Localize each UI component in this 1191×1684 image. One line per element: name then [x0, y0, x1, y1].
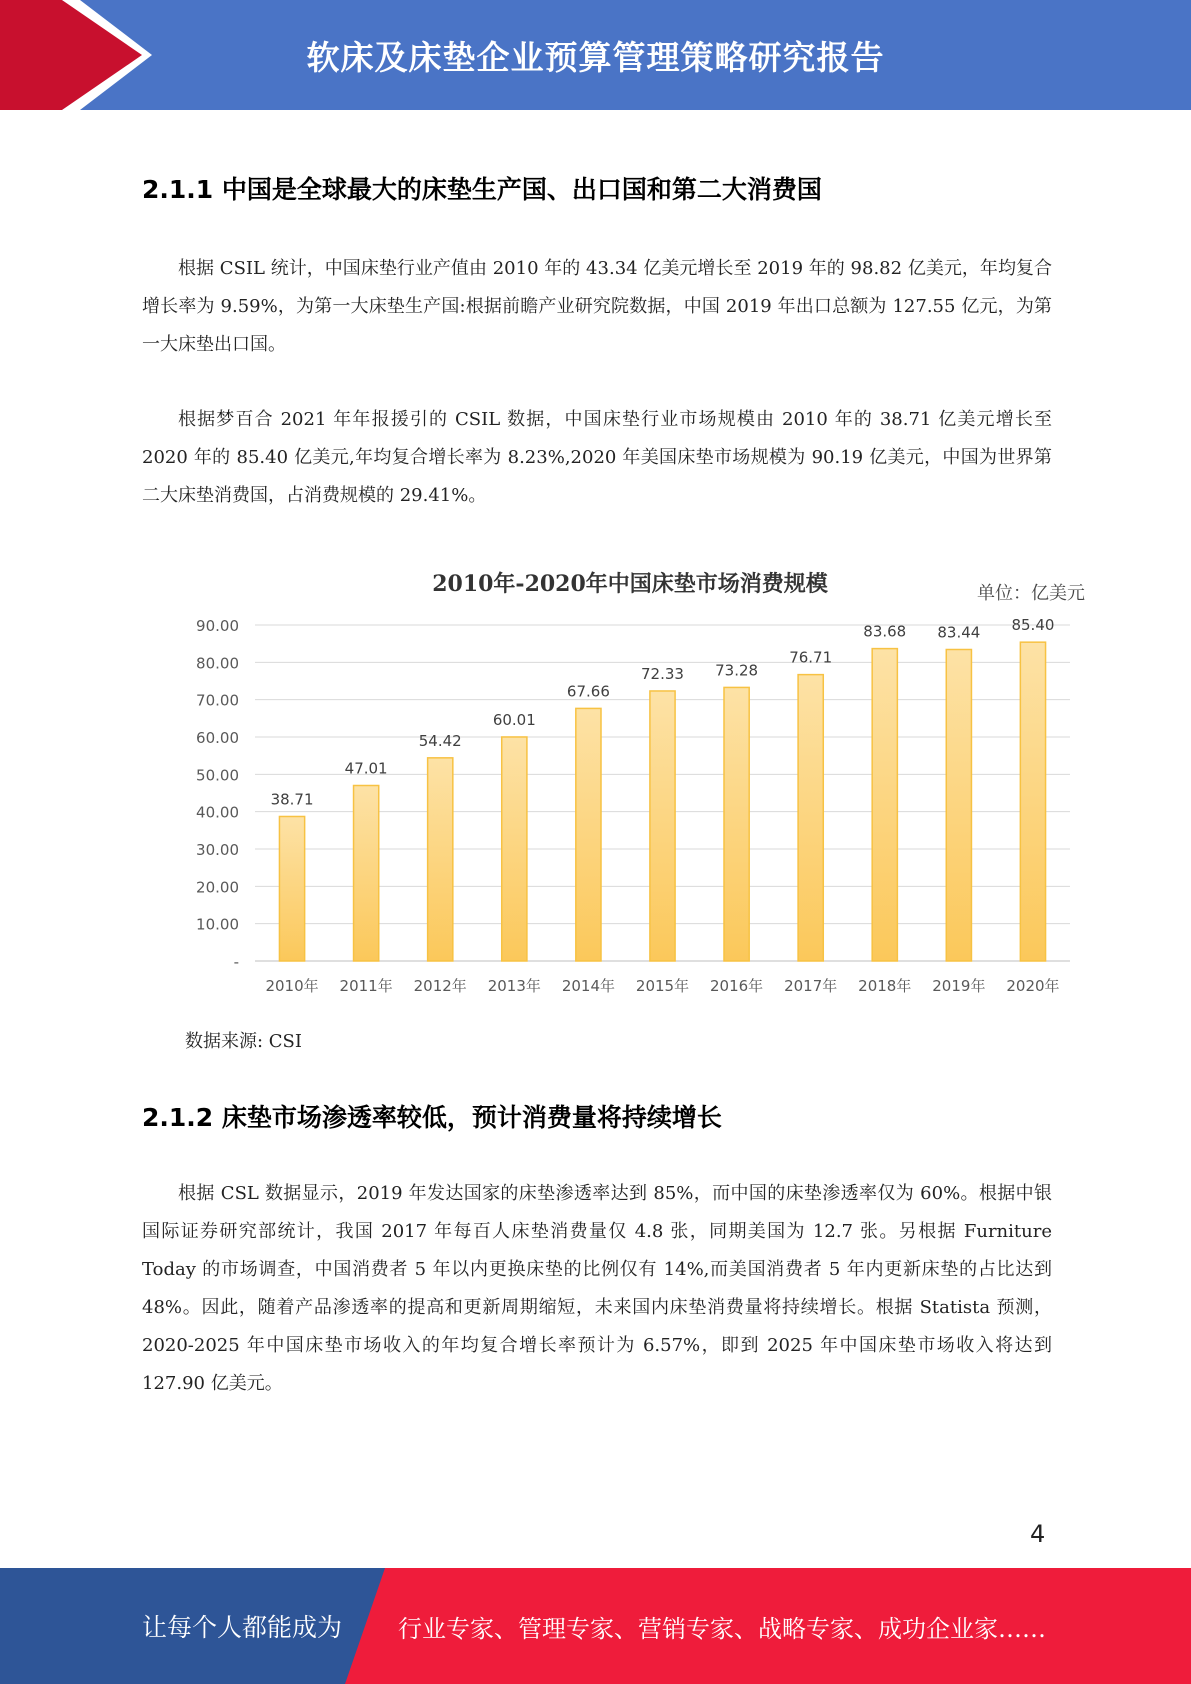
footer-slogan-right: 行业专家、管理专家、营销专家、战略专家、成功企业家…… — [398, 1614, 1046, 1643]
header-arrow-icon — [0, 0, 160, 110]
bar-value-label: 85.40 — [1011, 616, 1055, 635]
y-tick-label: 30.00 — [196, 841, 239, 859]
x-tick-label: 2012年 — [413, 977, 467, 995]
x-tick-label: 2016年 — [709, 977, 764, 995]
x-tick-label: 2014年 — [561, 977, 616, 995]
x-tick-label: 2017年 — [784, 977, 838, 995]
y-tick-label: 10.00 — [196, 915, 239, 934]
bar-value-label: 60.01 — [492, 710, 536, 729]
footer-slogan-left: 让每个人都能成为 — [142, 1613, 343, 1642]
y-tick-label: - — [233, 953, 239, 971]
x-tick-label: 2015年 — [635, 977, 690, 995]
bar-value-label: 47.01 — [344, 759, 388, 778]
bar — [798, 675, 823, 961]
paragraph-2: 根据梦百合 2021 年年报援引的 CSIL 数据，中国床垫行业市场规模由 2010 年的 38.71 亿美元增长至 2020 年的 85.40 亿美元,年均复合增长率为 8.23%,2020 年美国床垫市场规模为 90.19 亿美元，中国为世界第二大床垫消费国，占消费规模的 29.41%。 — [142, 409, 1052, 506]
bar — [428, 758, 453, 961]
bar — [872, 649, 897, 961]
bar — [1020, 642, 1045, 961]
bar-value-label: 73.28 — [715, 661, 759, 680]
bar-value-label: 72.33 — [641, 664, 684, 683]
bar — [502, 737, 527, 961]
bar — [354, 785, 379, 961]
section-heading-2-1-2: 2.1.2 床垫市场渗透率较低，预计消费量将持续增长 — [142, 1103, 722, 1132]
x-tick-label: 2010年 — [265, 977, 319, 995]
y-tick-label: 90.00 — [196, 617, 239, 635]
bar — [650, 691, 675, 961]
bar-value-label: 54.42 — [418, 731, 462, 750]
page-number: 4 — [1030, 1520, 1046, 1548]
x-tick-label: 2020年 — [1006, 977, 1060, 995]
bar-chart — [175, 555, 1085, 1010]
paragraph-1: 根据 CSIL 统计，中国床垫行业产值由 2010 年的 43.34 亿美元增长至 2019 年的 98.82 亿美元，年均复合增长率为 9.59%，为第一大床垫生产国:根据前瞻产业研究院数据，中国 2019 年出口总额为 127.55 亿元，为第一大床垫出口国。 — [142, 258, 1052, 355]
y-tick-label: 40.00 — [196, 803, 239, 822]
section-heading-2-1-1: 2.1.1 中国是全球最大的床垫生产国、出口国和第二大消费国 — [142, 175, 822, 204]
y-tick-label: 70.00 — [196, 691, 239, 710]
y-tick-label: 60.00 — [196, 729, 239, 747]
paragraph-3: 根据 CSL 数据显示，2019 年发达国家的床垫渗透率达到 85%，而中国的床垫渗透率仅为 60%。根据中银国际证券研究部统计，我国 2017 年每百人床垫消费量仅 4.8 张，同期美国为 12.7 张。另根据 Furniture Today 的市场调查，中国消费者 5 年以内更换床垫的比例仅有 14%,而美国消费者 5 年内更新床垫的占比达到 48%。因此，随着产品渗透率的提高和更新周期缩短，未来国内床垫消费量将持续增长。根据 Statista 预测，2020-2025 年中国床垫市场收入的年均复合增长率预计为 6.57%，即到 2025 年中国床垫市场收入将达到 127.90 亿美元。 — [142, 1183, 1052, 1394]
page-footer — [0, 1568, 1191, 1684]
bar-value-label: 76.71 — [789, 648, 833, 667]
bar-value-label: 83.68 — [863, 622, 907, 641]
page-header — [0, 0, 1191, 110]
chart-canvas — [175, 555, 1085, 1010]
x-tick-label: 2011年 — [339, 977, 393, 995]
bar-value-label: 67.66 — [566, 682, 610, 701]
bar — [279, 816, 304, 961]
header-title: 软床及床垫企业预算管理策略研究报告 — [306, 37, 885, 77]
bar-value-label: 83.44 — [937, 623, 981, 642]
bar — [724, 687, 749, 961]
y-tick-label: 50.00 — [196, 766, 239, 785]
x-tick-label: 2013年 — [487, 977, 541, 995]
y-tick-label: 80.00 — [196, 654, 239, 673]
y-tick-label: 20.00 — [196, 878, 239, 897]
bar-value-label: 38.71 — [270, 790, 314, 809]
bar — [576, 708, 601, 961]
x-tick-label: 2019年 — [932, 977, 986, 995]
x-tick-label: 2018年 — [858, 977, 912, 995]
data-source: 数据来源: CSI — [185, 1031, 302, 1052]
chart-unit: 单位：亿美元 — [977, 583, 1085, 604]
bar — [946, 649, 971, 961]
chart-title: 2010年-2020年中国床垫市场消费规模 — [432, 571, 828, 597]
